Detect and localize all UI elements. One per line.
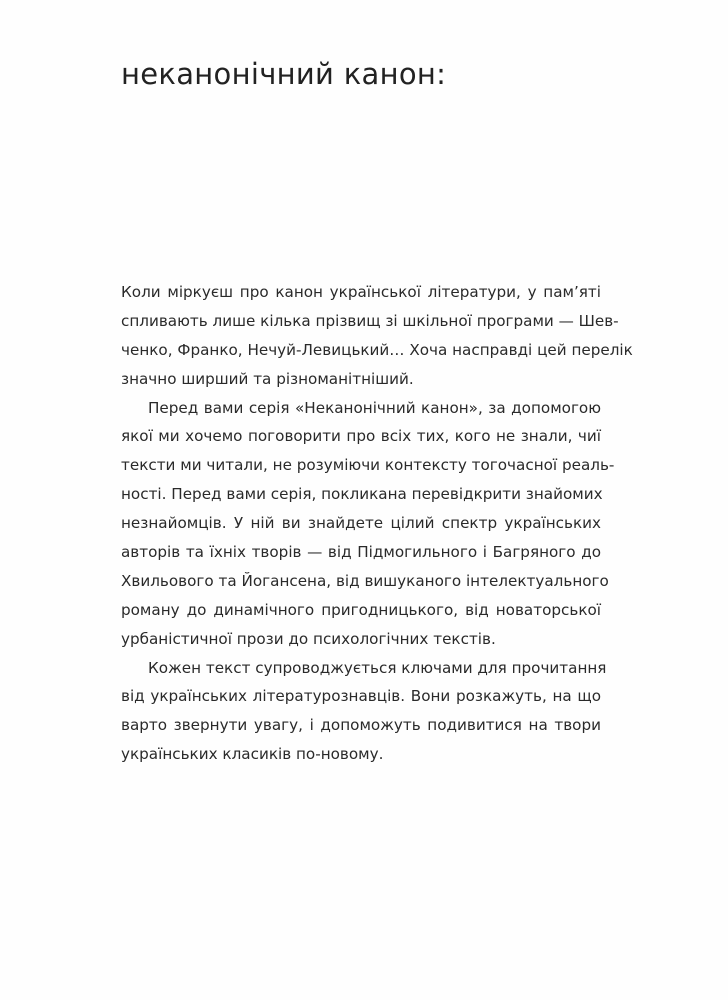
text-line: авторів та їхніх творів — від Підмогильного і Багряного до <box>121 543 601 562</box>
page-title: неканонічний канон: <box>121 57 447 91</box>
text-line: Хвильового та Йогансена, від вишуканого інтелектуального <box>121 571 609 590</box>
text-line: Кожен текст супроводжується ключами для прочитання <box>148 658 607 677</box>
text-line: Перед вами серія «Неканонічний канон», за допомогою <box>148 398 601 417</box>
text-line: ності. Перед вами серія, покликана перевідкрити знайомих <box>121 485 603 504</box>
text-line: спливають лише кілька прізвищ зі шкільної програми — Шев- <box>121 311 619 330</box>
text-line: варто звернути увагу, і допоможуть подивитися на твори <box>121 716 601 735</box>
text-line: значно ширший та різноманітніший. <box>121 369 414 388</box>
text-line: роману до динамічного пригодницького, від новаторської <box>121 600 601 619</box>
body-text <box>121 278 633 769</box>
text-line: Коли міркуєш про канон української літератури, у пам’яті <box>121 283 601 301</box>
text-line: урбаністичної прози до психологічних текстів. <box>121 629 496 648</box>
text-line: тексти ми читали, не розуміючи контексту тогочасної реаль- <box>121 456 615 475</box>
text-line: незнайомців. У ній ви знайдете цілий спектр українських <box>121 514 601 533</box>
text-line: якої ми хочемо поговорити про всіх тих, кого не знали, чиї <box>121 427 601 446</box>
text-line: українських класиків по-новому. <box>121 745 384 764</box>
text-line: ченко, Франко, Нечуй-Левицький… Хоча насправді цей перелік <box>121 340 633 359</box>
text-line: від українських літературознавців. Вони розкажуть, на що <box>121 687 601 706</box>
